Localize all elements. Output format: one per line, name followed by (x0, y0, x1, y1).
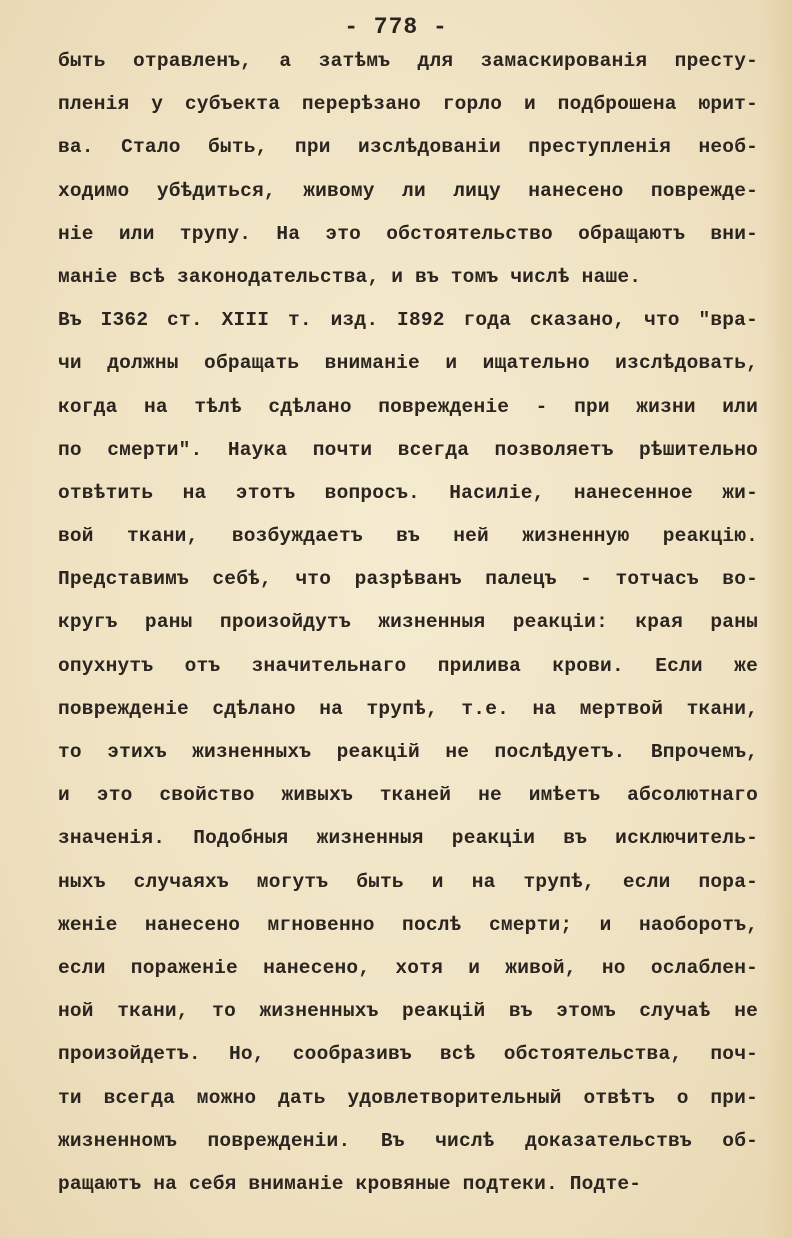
text-line: то этихъ жизненныхъ реакцій не послѣдуетъ. Впрочемъ, (58, 741, 758, 763)
text-line: и это свойство живыхъ тканей не имѣетъ абсолютнаго (58, 784, 758, 807)
text-line: ти всегда можно дать удовлетворительный отвѣтъ о при- (58, 1086, 758, 1109)
text-line: быть отравленъ, а затѣмъ для замаскированія престу- (58, 50, 758, 72)
page-number: - 778 - (344, 14, 448, 40)
text-line: ходимо убѣдиться, живому ли лицу нанесено поврежде- (58, 179, 758, 202)
body-text (58, 40, 758, 1206)
text-line: ной ткани, то жизненныхъ реакцій въ этомъ случаѣ не (58, 1000, 758, 1023)
text-line: значенія. Подобныя жизненныя реакціи въ исключитель- (58, 827, 758, 850)
text-line: Въ І362 ст. XIII т. изд. І892 года сказано, что "вра- (58, 309, 758, 332)
text-line: отвѣтить на этотъ вопросъ. Насиліе, нанесенное жи- (58, 481, 758, 504)
text-line: когда на тѣлѣ сдѣлано поврежденіе - при жизни или (58, 395, 758, 418)
page-edge-shadow (764, 0, 792, 1238)
text-line: ращаютъ на себя вниманіе кровяные подтеки. Подте- (58, 1172, 642, 1195)
text-line: жизненномъ поврежденіи. Въ числѣ доказательствъ об- (58, 1129, 758, 1152)
text-line: пленія у субъекта перерѣзано горло и подброшена юрит- (58, 93, 758, 116)
text-line: по смерти". Наука почти всегда позволяетъ рѣшительно (58, 438, 758, 461)
text-line: женіе нанесено мгновенно послѣ смерти; и наоборотъ, (58, 913, 758, 936)
text-line: если пораженіе нанесено, хотя и живой, но ослаблен- (58, 956, 758, 979)
text-line: вой ткани, возбуждаетъ въ ней жизненную реакцію. (58, 525, 758, 548)
text-line: Представимъ себѣ, что разрѣванъ палецъ - тотчасъ во- (58, 568, 758, 591)
text-line: ніе или трупу. На это обстоятельство обращаютъ вни- (58, 222, 758, 245)
text-line: опухнутъ отъ значительнаго прилива крови. Если же (58, 654, 758, 677)
text-line: маніе всѣ законодательства, и въ томъ числѣ наше. (58, 265, 642, 288)
text-line: произойдетъ. Но, сообразивъ всѣ обстоятельства, поч- (58, 1043, 758, 1066)
text-line: кругъ раны произойдутъ жизненныя реакціи: края раны (58, 611, 758, 634)
text-line: ныхъ случаяхъ могутъ быть и на трупѣ, если пора- (58, 870, 758, 893)
text-line: чи должны обращать вниманіе и ищательно изслѣдовать, (58, 352, 758, 375)
text-line: поврежденіе сдѣлано на трупѣ, т.е. на мертвой ткани, (58, 697, 758, 720)
text-line: ва. Стало быть, при изслѣдованіи преступленія необ- (58, 136, 758, 159)
